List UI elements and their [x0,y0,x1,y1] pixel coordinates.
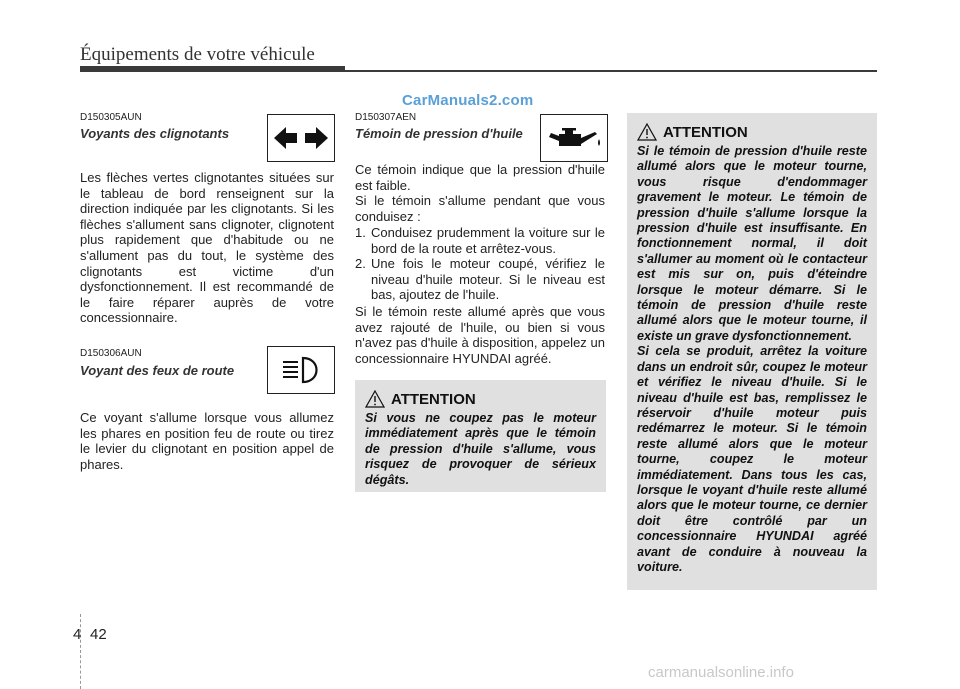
section-code: D150305AUN [80,112,142,123]
oil-steps-list [355,225,605,303]
warning-box-oil [355,380,606,492]
header-rule [345,70,877,72]
section-heading: Voyants des clignotants [80,126,230,141]
section-heading: Témoin de pression d'huile [355,126,523,141]
watermark-bottom: carmanualsonline.info [648,664,794,681]
section-heading: Voyant des feux de route [80,363,235,378]
oil-pressure-intro [355,162,605,224]
warning-title: ATTENTION [663,123,748,141]
warning-header [637,123,867,141]
warning-header [365,390,596,408]
oil-can-icon [540,114,608,162]
oil-paragraph-1: Ce témoin indique que la pression d'huile est faible. [355,162,605,193]
chapter-number: 4 [73,626,82,643]
turn-signal-arrows-icon [267,114,335,162]
watermark-top: CarManuals2.com [402,92,534,109]
list-item-number: 2. [355,256,366,272]
warning-triangle-icon [637,123,657,141]
section-code: D150307AEN [355,112,417,123]
page-header-title: Équipements de votre véhicule [80,44,315,65]
header-bar [80,66,345,72]
warning-box-engine [627,113,877,590]
list-item-text: Une fois le moteur coupé, vérifiez le niveau d'huile moteur. Si le niveau est bas, ajoutez de l'huile. [371,256,605,303]
oil-paragraph-3: Si le témoin reste allumé après que vous avez rajouté de l'huile, ou bien si vous n'avez pas d'huile à disposition, appelez un concessionnaire HYUNDAI agréé. [355,304,605,366]
warning-text: Si vous ne coupez pas le moteur immédiatement après que le témoin de pression d'huile s'allume, vous risquez de provoquer de sérieux dégâts. [365,411,596,487]
section-code: D150306AUN [80,348,142,359]
warning-triangle-icon [365,390,385,408]
high-beam-icon [267,346,335,394]
warning-text [637,144,867,575]
list-item [355,225,605,256]
warning-title: ATTENTION [391,390,476,408]
turn-signal-paragraph: Les flèches vertes clignotantes situées sur le tableau de bord renseignent sur la direction indiquée par les clignotants. Si les flèches s'allument sans clignoter, clignotent plus rapidement que d'habitude ou ne s'allument pas du tout, le système des clignotants est victime d'un dysfonctionnement. Il est recommandé de le faire réparer auprès de votre concessionnaire. [80,170,334,326]
list-item [355,256,605,303]
high-beam-paragraph: Ce voyant s'allume lorsque vous allumez les phares en position feu de route ou tirez le levier du clignotant en position appel de phares. [80,410,334,472]
list-item-number: 1. [355,225,366,240]
warning-paragraph-1: Si le témoin de pression d'huile reste allumé alors que le moteur tourne, vous risque d'endommager gravement le moteur. Le témoin de pression d'huile s'allume lorsque la pression d'huile est insuffisante. En fonctionnement normal, il doit s'allumer au moment où le contacteur est mis sur on, puis d'éteindre lorsque le moteur démarre. Si le témoin de pression d'huile reste allumé alors que le moteur tourne, il existe un grave dysfonctionnement. [637,144,867,343]
warning-paragraph-2: Si cela se produit, arrêtez la voiture dans un endroit sûr, coupez le moteur et vérifiez le niveau d'huile. Si le niveau d'huile est bas, remplissez le réservoir d'huile moteur puis redémarrez le moteur. Si le témoin reste allumé alors que le moteur tourne, coupez le moteur immédiatement. Dans tous les cas, lorsque le voyant d'huile reste allumé alors que le moteur tourne, ce dernier doit être contrôlé par un concessionnaire HYUNDAI agréé avant de conduire à nouveau la voiture. [637,344,867,574]
oil-paragraph-2: Si le témoin s'allume pendant que vous conduisez : [355,193,605,224]
page-number: 42 [90,626,107,643]
list-item-text: Conduisez prudemment la voiture sur le bord de la route et arrêtez-vous. [371,225,605,256]
